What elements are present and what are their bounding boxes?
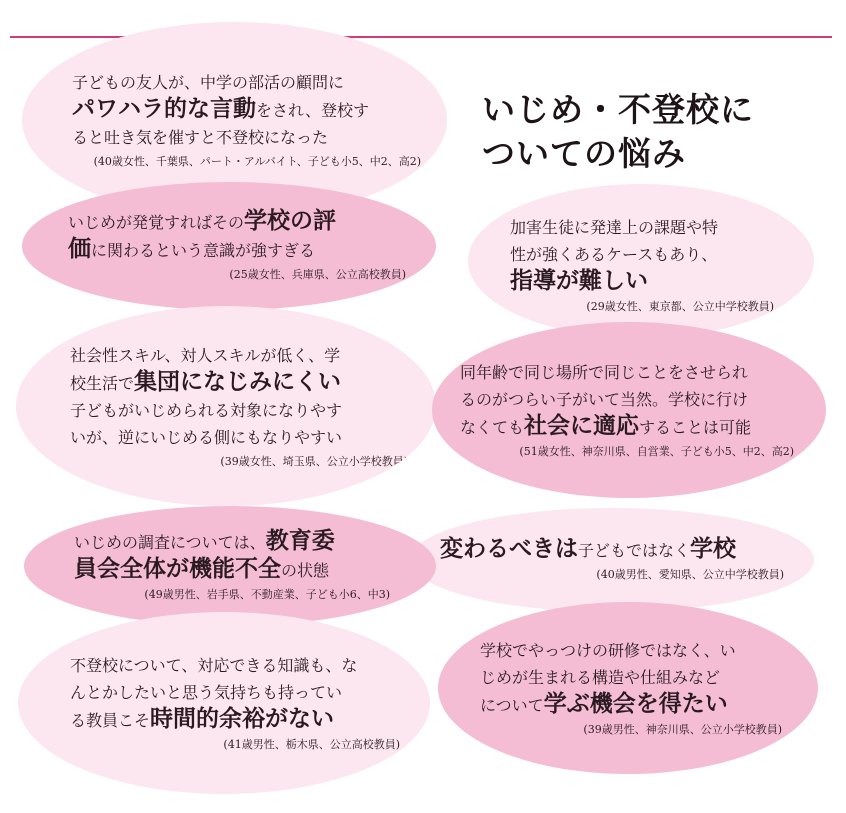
comment-text: 子どもがいじめられる対象になりやす [70, 400, 343, 420]
comment-highlight: 社会に適応 [524, 413, 640, 439]
comment-text: るのがつらい子がいて当然。学校に行け [460, 390, 749, 409]
comment-line [460, 386, 794, 413]
comment-bubble-7 [432, 322, 826, 498]
comment-text: 校生活で [70, 373, 135, 393]
comment-line [460, 413, 794, 441]
comment-line [480, 664, 782, 691]
comment-text: 同年齢で同じ場所で同じことをさせられ [460, 363, 749, 382]
page-title [482, 88, 822, 176]
comment-highlight: 学ぶ機会を得たい [543, 691, 728, 717]
comment-bubble-9 [438, 602, 818, 774]
comment-text: の状態 [281, 561, 330, 580]
comment-line [68, 208, 406, 236]
comment-text: 子どもではなく [578, 541, 691, 560]
comment-highlight: 指導が難しい [510, 268, 648, 294]
comment-text: に関わるという意識が強すぎる [91, 241, 316, 260]
comment-highlight: 教育委 [265, 528, 335, 554]
comment-line [70, 652, 400, 679]
comment-text: いじめの調査については、 [74, 533, 266, 552]
comment-text: 社会性スキル、対人スキルが低く、学 [70, 345, 341, 365]
comment-line [70, 397, 408, 424]
comment-text: る教員こそ [70, 711, 151, 730]
comment-text: することは可能 [639, 418, 752, 437]
comment-source: (39歳男性、神奈川県、公立小学校教員) [583, 723, 782, 736]
comment-source: (40歳女性、千葉県、パート・アルバイト、子ども小5、中2、高2) [93, 155, 421, 168]
comment-bubble-2 [22, 182, 436, 310]
comment-text: じめが生まれる構造や仕組みなど [480, 668, 721, 687]
comment-bubble-5 [18, 612, 430, 794]
comment-text: んとかしたいと思う気持ちも持ってい [70, 683, 343, 702]
comment-line [72, 124, 421, 151]
comment-highlight: 時間的余裕がない [150, 706, 335, 732]
comment-highlight: 員会全体が機能不全 [74, 556, 281, 582]
comment-line [70, 706, 400, 734]
comment-source: (40歳男性、愛知県、公立中学校教員) [596, 568, 784, 581]
comment-line [440, 536, 784, 564]
comment-source: (51歳女性、神奈川県、自営業、子ども小5、中2、高2) [519, 445, 794, 458]
comment-bubble-4 [24, 506, 436, 626]
comment-line [72, 69, 421, 96]
comment-text: 学校でやっつけの研修ではなく、い [480, 641, 736, 660]
comment-line [70, 424, 408, 451]
comment-source: (49歳男性、岩手県、不動産業、子ども小6、中3) [144, 588, 390, 601]
comment-source: (39歳女性、埼玉県、公立小学校教員) [220, 454, 408, 468]
comment-highlight: パワハラ的な言動 [72, 96, 256, 122]
comment-line [510, 241, 774, 268]
comment-line [72, 96, 421, 124]
comment-text: について [480, 696, 544, 715]
comment-text: をされ、登校す [256, 101, 369, 120]
comment-source: (29歳女性、東京都、公立中学校教員) [586, 300, 774, 313]
comment-line [68, 236, 406, 264]
comment-bubble-3 [16, 306, 436, 506]
comment-bubble-8 [410, 508, 814, 612]
comment-line [510, 214, 774, 241]
comment-source: (41歳男性、栃木県、公立高校教員) [223, 738, 400, 751]
comment-bubble-6 [468, 184, 814, 338]
comment-line [480, 637, 782, 664]
page-title-line-1: いじめ・不登校に [482, 90, 754, 129]
comment-highlight: 変わるべきは [440, 536, 578, 562]
comment-highlight: 学校 [690, 536, 737, 562]
comment-line [460, 359, 794, 386]
comment-text: 子どもの友人が、中学の部活の顧問に [72, 73, 345, 92]
comment-line [70, 369, 408, 397]
comment-line [74, 528, 390, 556]
comment-line [510, 268, 774, 296]
comment-text: いが、逆にいじめる側にもなりやすい [70, 427, 343, 447]
comment-text: 不登校について、対応できる知識も、な [70, 656, 358, 675]
comment-line [70, 342, 408, 369]
comment-highlight: 価 [68, 236, 91, 262]
comment-line [74, 556, 390, 584]
comment-text: ると吐き気を催すと不登校になった [72, 128, 329, 147]
comment-text: 性が強くあるケースもあり、 [510, 245, 718, 264]
comment-line [480, 691, 782, 719]
comment-source: (25歳女性、兵庫県、公立高校教員) [229, 268, 406, 281]
comment-line [70, 679, 400, 706]
comment-highlight: 集団になじみにくい [134, 368, 342, 395]
comment-text: いじめが発覚すればその [68, 213, 245, 232]
comment-highlight: 学校の評 [244, 208, 337, 234]
comment-text: なくても [460, 418, 525, 437]
page-title-line-2: ついての悩み [482, 134, 686, 173]
comment-text: 加害生徒に発達上の課題や特 [510, 218, 719, 237]
